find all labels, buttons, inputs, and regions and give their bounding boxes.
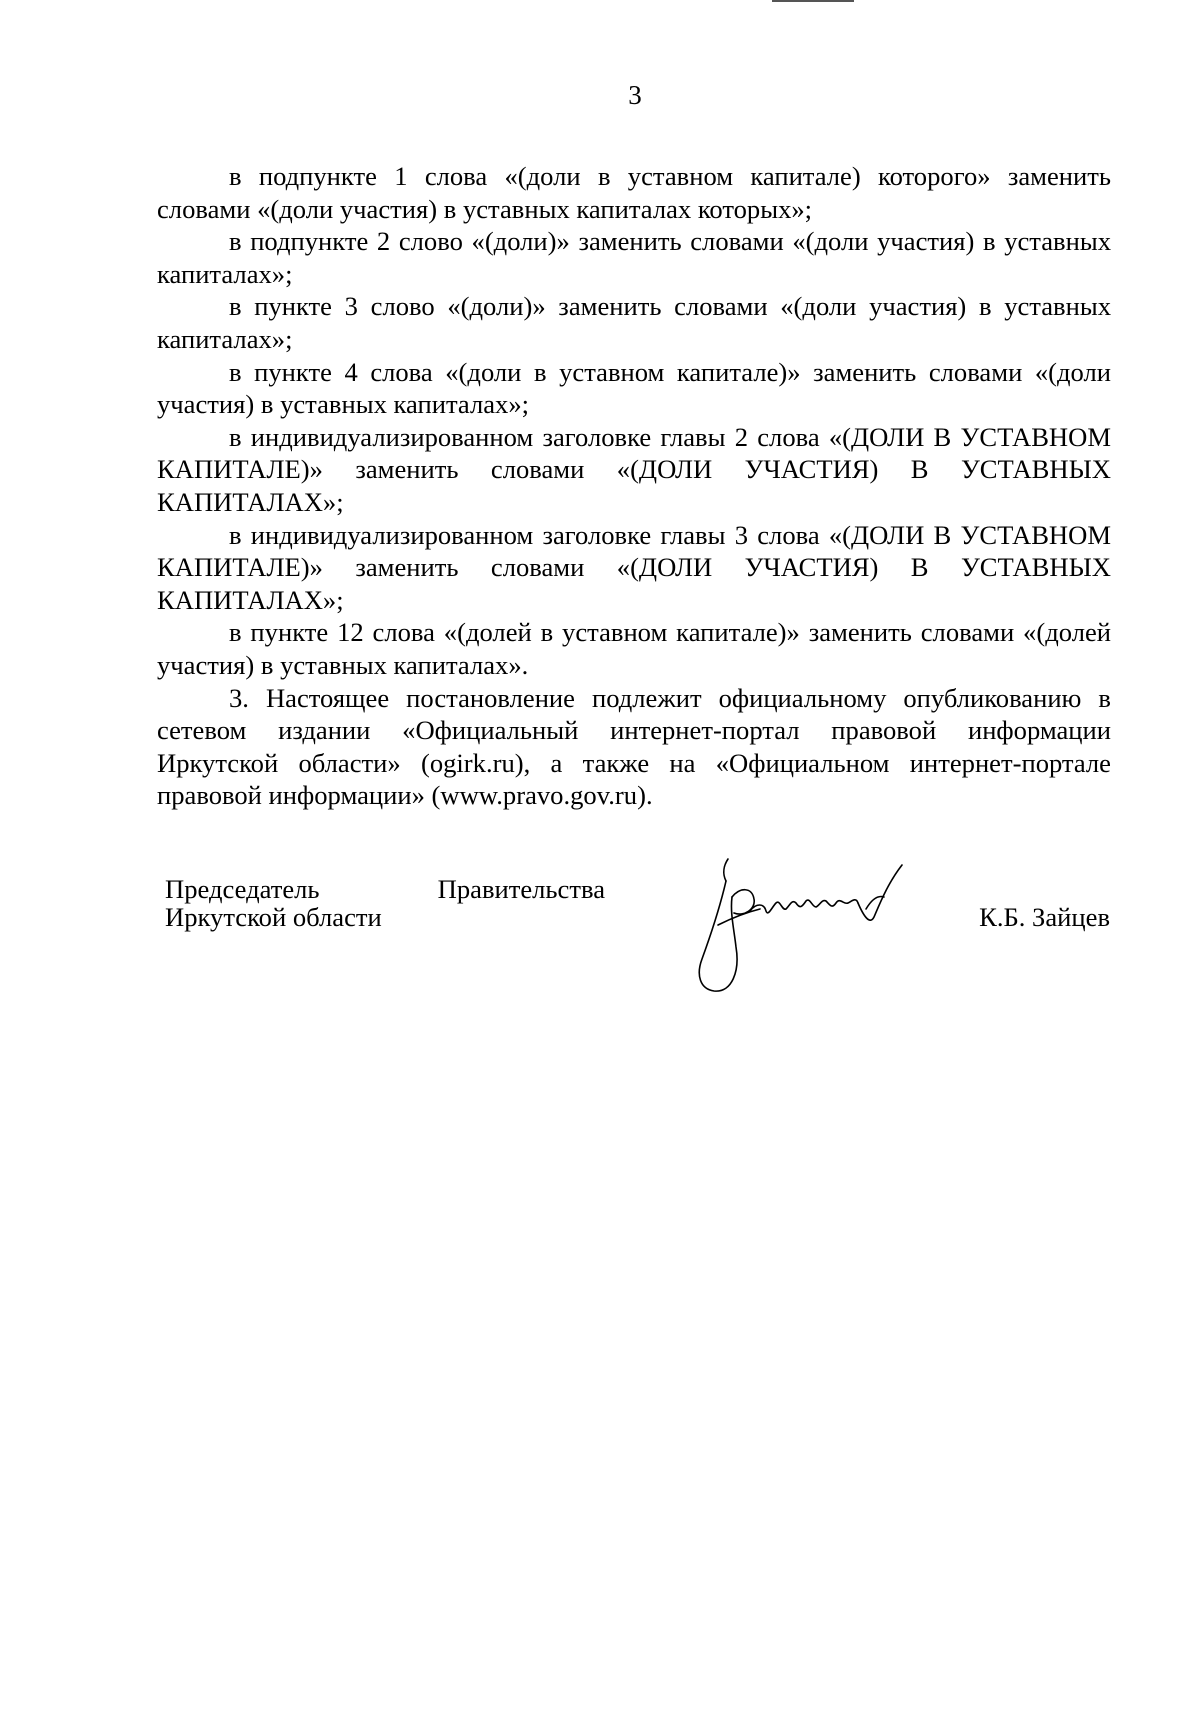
- paragraph: 3. Настоящее постановление подлежит официальному опубликованию в сетевом издании «Официальный интернет-портал правовой информации Иркутской области» (ogirk.ru), а также на «Официальном интернет-портале правовой информации» (www.pravo.gov.ru).: [157, 682, 1111, 811]
- document-body: [157, 160, 1111, 812]
- page-number: 3: [628, 80, 642, 110]
- paragraph: в индивидуализированном заголовке главы 3 слова «(ДОЛИ В УСТАВНОМ КАПИТАЛЕ)» заменить словами «(ДОЛИ УЧАСТИЯ) В УСТАВНЫХ КАПИТАЛАХ»;: [157, 519, 1111, 615]
- signature-block: [165, 875, 1110, 995]
- signatory-title-line-1: [165, 875, 605, 903]
- signatory-title-word-1: Председатель: [165, 874, 320, 904]
- paragraph: в подпункте 2 слово «(доли)» заменить словами «(доли участия) в уставных капиталах»;: [157, 226, 1111, 289]
- handwritten-signature: [680, 847, 920, 997]
- signatory-name: К.Б. Зайцев: [979, 902, 1110, 932]
- paragraph: в подпункте 1 слова «(доли в уставном капитале) которого» заменить словами «(доли участия) в уставных капиталах которых»;: [157, 161, 1111, 224]
- paragraph: в пункте 12 слова «(долей в уставном капитале)» заменить словами «(долей участия) в уставных капиталах».: [157, 617, 1111, 680]
- paragraph: в пункте 3 слово «(доли)» заменить словами «(доли участия) в уставных капиталах»;: [157, 291, 1111, 354]
- signatory-title-line-2: Иркутской области: [165, 902, 382, 932]
- signatory-title: [165, 875, 605, 931]
- paragraph: в индивидуализированном заголовке главы 2 слова «(ДОЛИ В УСТАВНОМ КАПИТАЛЕ)» заменить словами «(ДОЛИ УЧАСТИЯ) В УСТАВНЫХ КАПИТАЛАХ»;: [157, 421, 1111, 517]
- signatory-title-word-2: Правительства: [437, 874, 605, 904]
- paragraph: в пункте 4 слова «(доли в уставном капитале)» заменить словами «(доли участия) в уставных капиталах»;: [157, 356, 1111, 420]
- top-edge-line: [772, 0, 854, 2]
